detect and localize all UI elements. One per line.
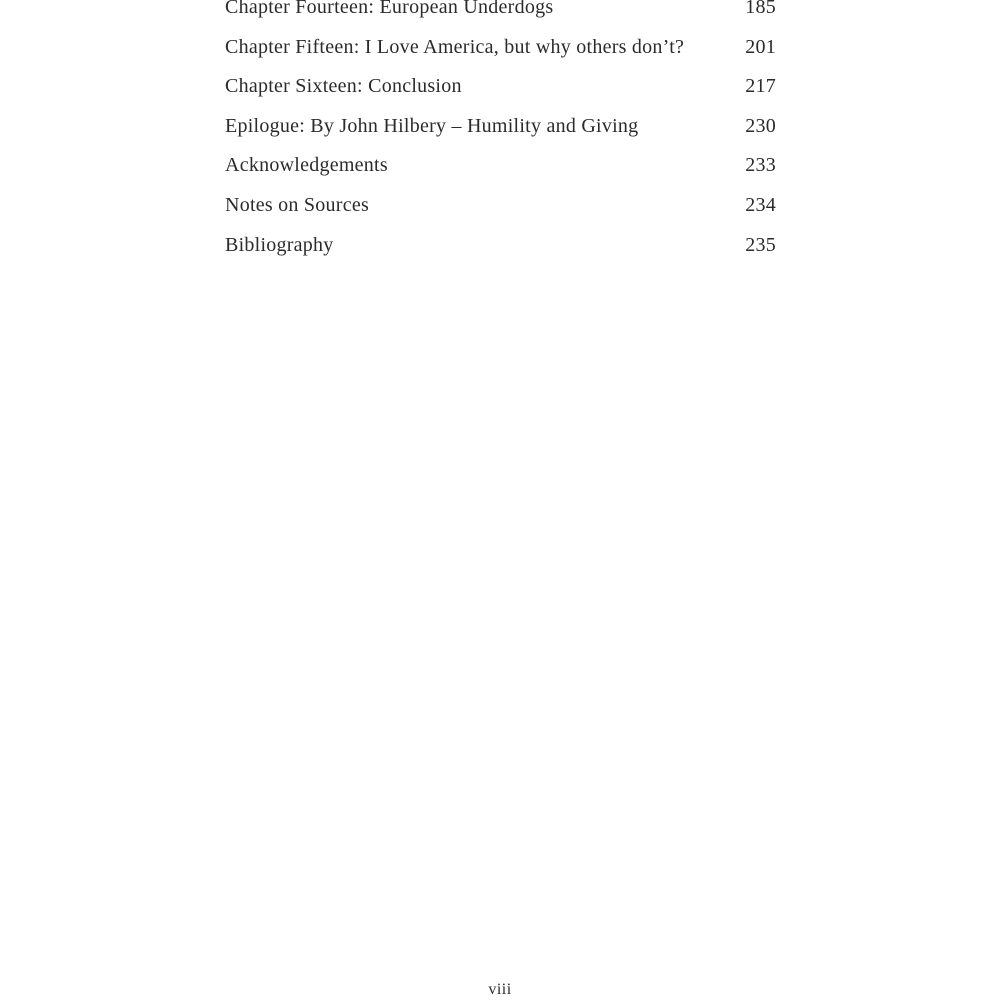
toc-entry-title: Chapter Sixteen: Conclusion [225,75,462,98]
toc-entry-title: Acknowledgements [225,154,388,177]
toc-entry [225,153,776,193]
toc-entry [225,35,776,75]
toc-entry-page-number: 201 [745,35,776,58]
toc-entry-title: Epilogue: By John Hilbery – Humility and Giving [225,114,639,137]
toc-entry-title: Chapter Fifteen: I Love America, but why others don’t? [225,35,685,58]
toc-entry [225,233,776,273]
toc-entry [225,193,776,233]
toc-entry-page-number: 185 [745,0,776,18]
toc-entry [225,0,776,35]
folio-page-number: viii [488,981,512,998]
toc-entry-page-number: 217 [745,75,776,98]
toc-entry [225,74,776,114]
toc-entry-title: Chapter Fourteen: European Underdogs [225,0,554,18]
toc-entry-page-number: 235 [745,233,776,256]
toc-entry-title: Notes on Sources [225,193,369,216]
toc-entry [225,114,776,154]
toc-entry-title: Bibliography [225,233,334,256]
table-of-contents [225,0,776,272]
toc-entry-page-number: 230 [745,114,776,137]
toc-entry-page-number: 233 [745,154,776,177]
toc-entry-page-number: 234 [745,193,776,216]
